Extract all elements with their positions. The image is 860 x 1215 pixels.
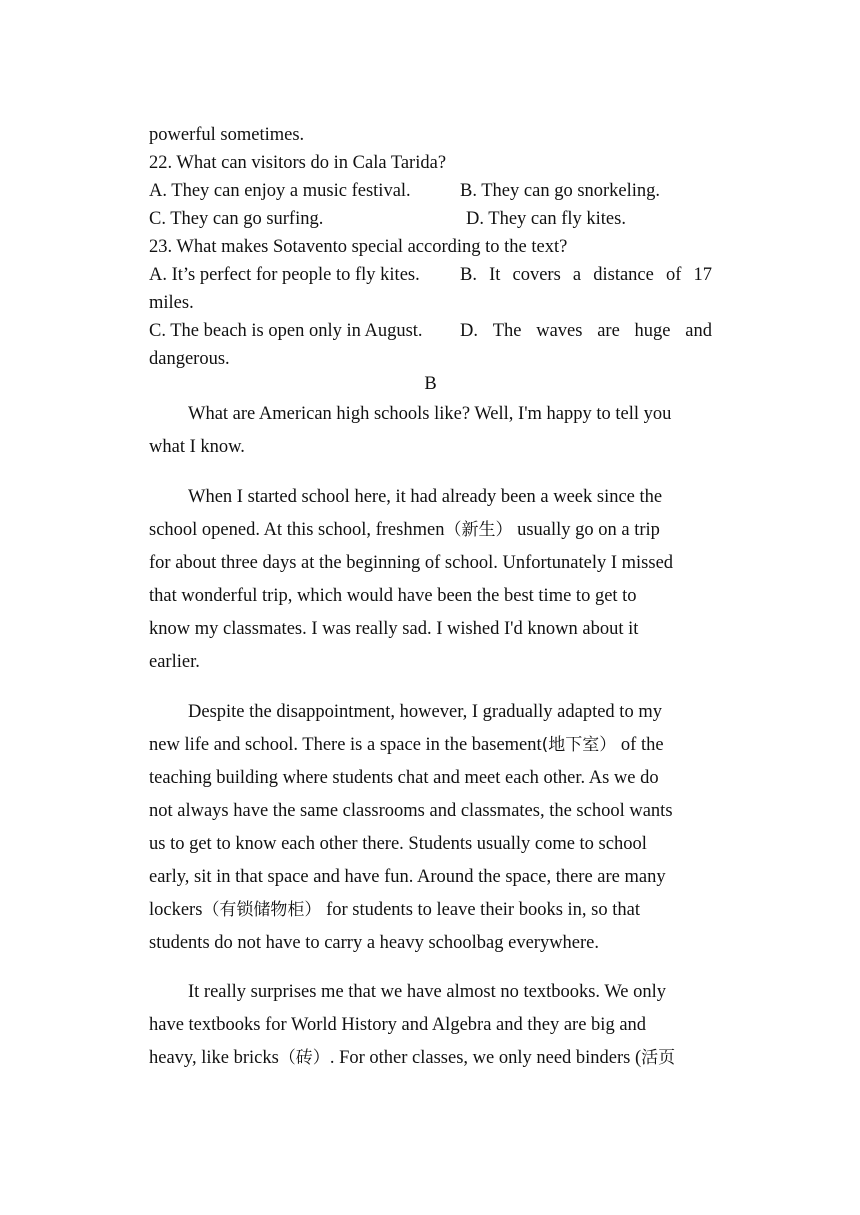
- paragraph-4-line-3: [149, 1046, 675, 1070]
- text-run: usually go on a trip: [512, 520, 660, 540]
- text-run: lockers: [149, 900, 203, 920]
- paragraph-2-line-3: for about three days at the beginning of school. Unfortunately I missed: [149, 553, 674, 573]
- text-run: heavy, like bricks: [149, 1048, 279, 1068]
- paragraph-4-line-2: have textbooks for World History and Algebra and they are big and: [149, 1015, 647, 1035]
- question-23-option-b-end: miles.: [149, 293, 194, 313]
- question-22-stem: 22. What can visitors do in Cala Tarida?: [149, 153, 447, 173]
- paragraph-4-line-1: It really surprises me that we have almost no textbooks. We only: [188, 982, 667, 1002]
- question-23-option-d: [460, 319, 712, 343]
- option-word: distance: [593, 265, 654, 285]
- paragraph-2-line-4: that wonderful trip, which would have been the best time to get to: [149, 586, 637, 606]
- chinese-gloss: (地下室）: [541, 735, 617, 755]
- option-word: The: [492, 321, 522, 341]
- paragraph-3-line-1: Despite the disappointment, however, I gradually adapted to my: [188, 702, 662, 722]
- paragraph-3-line-8: students do not have to carry a heavy schoolbag everywhere.: [149, 933, 600, 953]
- paragraph-3-line-2: [149, 733, 664, 757]
- paragraph-3-line-7: [149, 898, 640, 922]
- paragraph-3-line-3: teaching building where students chat and meet each other. As we do: [149, 768, 659, 788]
- chinese-gloss: （砖）: [278, 1048, 330, 1068]
- option-word: It: [489, 265, 501, 285]
- paragraph-1-line-2: what I know.: [149, 437, 245, 457]
- chinese-gloss: 活页: [641, 1048, 676, 1068]
- paragraph-3-line-5: us to get to know each other there. Students usually come to school: [149, 834, 647, 854]
- question-23-option-c: C. The beach is open only in August.: [149, 321, 423, 341]
- option-word: waves: [536, 321, 583, 341]
- text-run: school opened. At this school, freshmen: [149, 520, 445, 540]
- option-word: of: [665, 265, 682, 285]
- text-run: for students to leave their books in, so that: [321, 900, 640, 920]
- paragraph-2-line-6: earlier.: [149, 652, 200, 672]
- question-22-option-c: C. They can go surfing.: [149, 209, 324, 229]
- question-22-option-a: A. They can enjoy a music festival.: [149, 181, 411, 201]
- text-run: . For other classes, we only need binders (: [329, 1048, 642, 1068]
- question-23-stem: 23. What makes Sotavento special according to the text?: [149, 237, 568, 257]
- question-23-option-b: [460, 263, 712, 287]
- option-word: a: [572, 265, 582, 285]
- chinese-gloss: （新生）: [444, 520, 513, 540]
- option-word: and: [685, 321, 712, 341]
- chinese-gloss: （有锁储物柜）: [202, 900, 322, 920]
- paragraph-1-line-1: What are American high schools like? Well, I'm happy to tell you: [188, 404, 672, 424]
- question-23-option-a: A. It’s perfect for people to fly kites.: [149, 265, 420, 285]
- option-word: B.: [460, 265, 477, 285]
- paragraph-3-line-4: not always have the same classrooms and classmates, the school wants: [149, 801, 673, 821]
- paragraph-2-line-1: When I started school here, it had already been a week since the: [188, 487, 663, 507]
- option-word: are: [597, 321, 620, 341]
- option-word: covers: [512, 265, 561, 285]
- text-run: new life and school. There is a space in the basement: [149, 735, 542, 755]
- section-label: B: [424, 374, 437, 394]
- paragraph-2-line-5: know my classmates. I was really sad. I wished I'd known about it: [149, 619, 639, 639]
- question-22-option-d: D. They can fly kites.: [466, 209, 626, 229]
- question-23-option-d-end: dangerous.: [149, 349, 230, 369]
- option-word: 17: [693, 265, 712, 285]
- option-word: D.: [460, 321, 478, 341]
- option-word: huge: [634, 321, 671, 341]
- text-run: of the: [616, 735, 664, 755]
- paragraph-3-line-6: early, sit in that space and have fun. Around the space, there are many: [149, 867, 666, 887]
- continuation-line: powerful sometimes.: [149, 125, 305, 145]
- question-22-option-b: B. They can go snorkeling.: [460, 181, 661, 201]
- paragraph-2-line-2: [149, 518, 660, 542]
